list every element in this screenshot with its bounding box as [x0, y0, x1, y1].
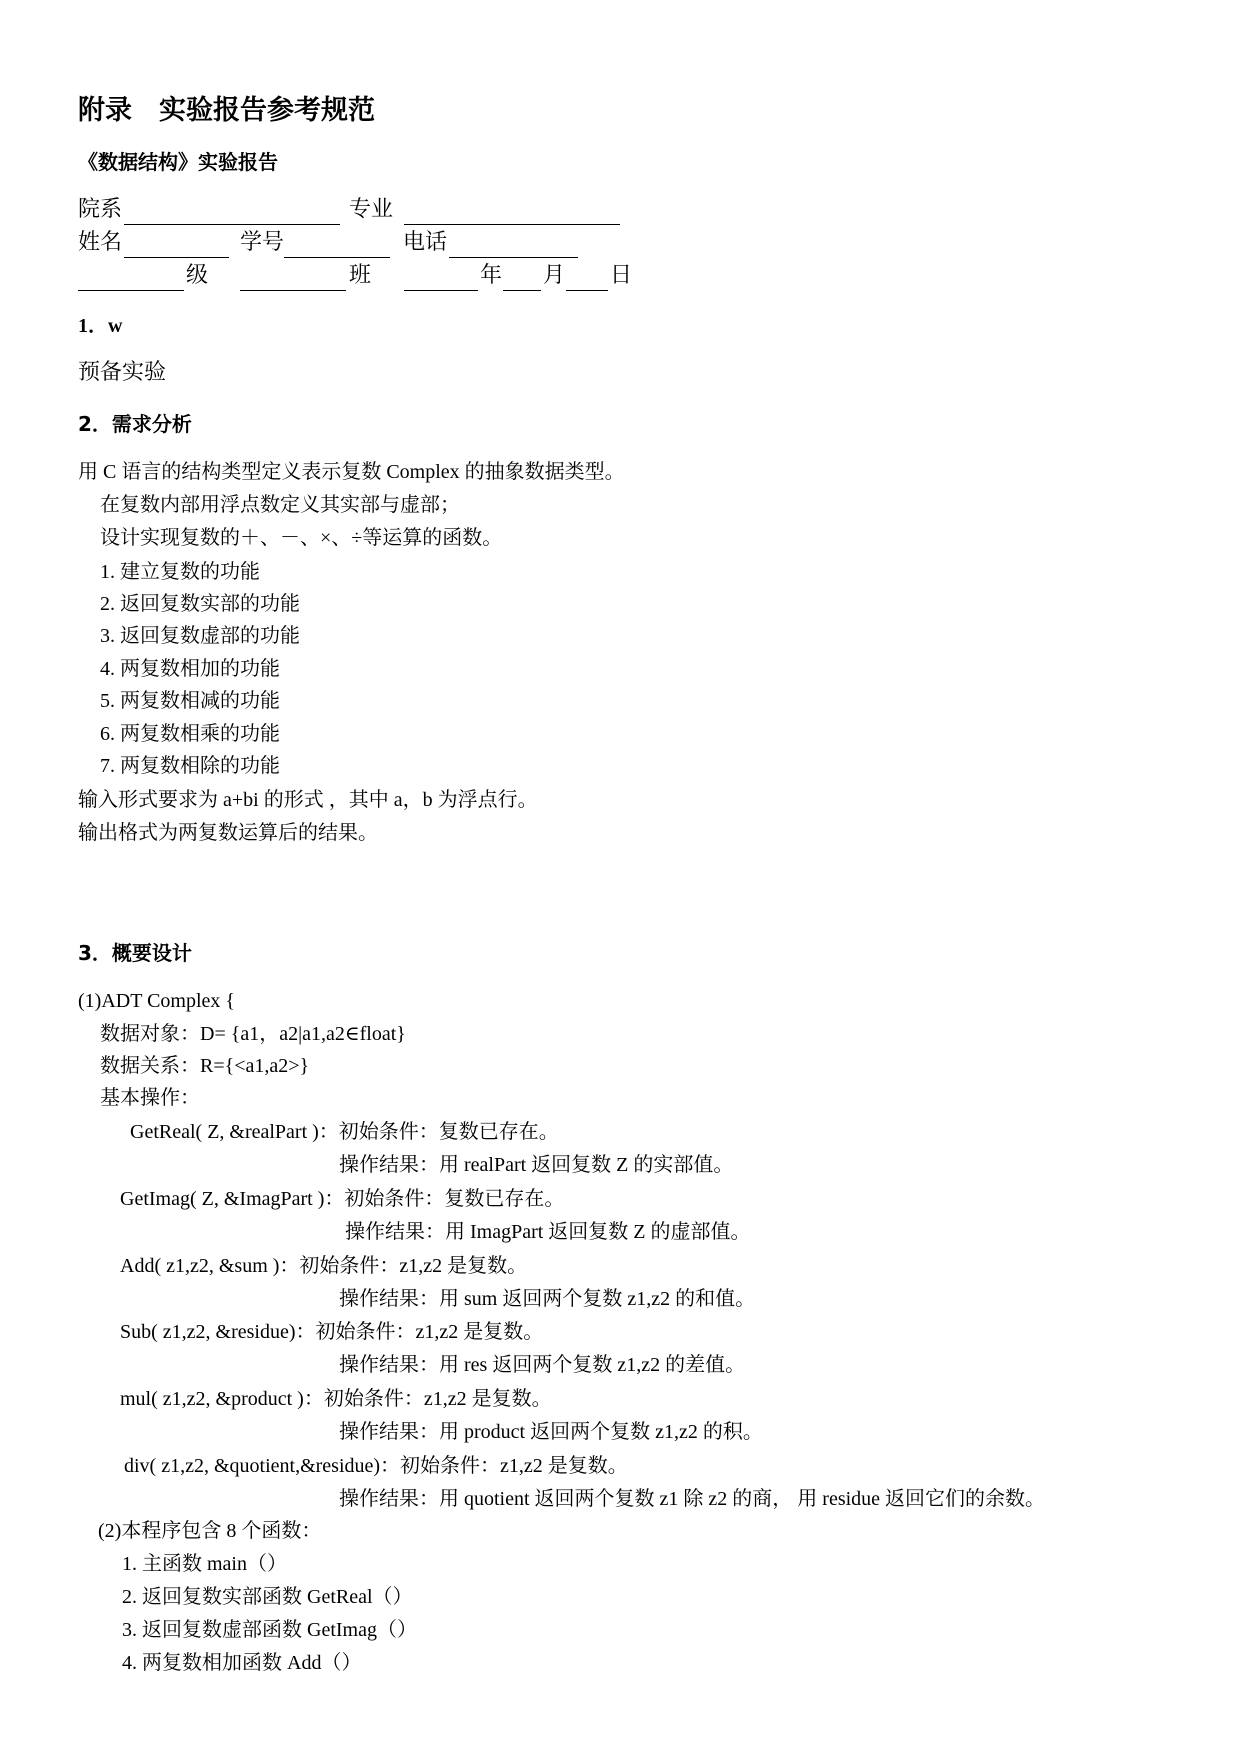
form-blank-major [404, 224, 620, 225]
form-blank-phone [449, 257, 578, 258]
section-2-heading: 2．需求分析 [78, 412, 192, 436]
form-blank-day [566, 290, 608, 291]
form-blank-department [124, 224, 340, 225]
op-result-getreal: 操作结果：用 realPart 返回复数 Z 的实部值。 [339, 1154, 734, 1176]
form-label-department: 院系 [78, 197, 123, 222]
adt-open-line: (1)ADT Complex { [78, 990, 235, 1012]
form-blank-name [124, 257, 229, 258]
function-item: 1. 主函数 main（） [122, 1553, 287, 1575]
op-result-div: 操作结果：用 quotient 返回两个复数 z1 除 z2 的商， 用 residue 返回它们的余数。 [339, 1488, 1046, 1510]
function-item: 4. 两复数相加函数 Add（） [122, 1652, 362, 1674]
requirements-line-3: 设计实现复数的＋、－、×、÷等运算的函数。 [100, 527, 503, 549]
form-label-month: 月 [543, 263, 566, 288]
op-signature-add: Add( z1,z2, &sum )：初始条件：z1,z2 是复数。 [120, 1255, 528, 1277]
functions-intro: (2)本程序包含 8 个函数： [98, 1520, 322, 1542]
requirements-intro: 用 C 语言的结构类型定义表示复数 Complex 的抽象数据类型。 [78, 461, 625, 483]
requirement-item: 7. 两复数相除的功能 [100, 755, 280, 777]
function-item: 3. 返回复数虚部函数 GetImag（） [122, 1619, 417, 1641]
adt-basic-ops-label: 基本操作： [100, 1087, 200, 1109]
form-label-student-id: 学号 [240, 230, 285, 255]
form-label-name: 姓名 [78, 230, 123, 255]
form-label-major: 专业 [349, 197, 394, 222]
op-result-sub: 操作结果：用 res 返回两个复数 z1,z2 的差值。 [339, 1354, 746, 1376]
op-result-mul: 操作结果：用 product 返回两个复数 z1,z2 的积。 [339, 1421, 763, 1443]
section-3-heading: 3．概要设计 [78, 941, 192, 965]
form-label-grade: 级 [186, 263, 209, 288]
requirement-item: 1. 建立复数的功能 [100, 561, 260, 583]
form-blank-year [404, 290, 478, 291]
form-label-year: 年 [480, 263, 503, 288]
report-subtitle: 《数据结构》实验报告 [78, 150, 278, 174]
requirements-line-2: 在复数内部用浮点数定义其实部与虚部； [100, 494, 460, 516]
requirement-item: 4. 两复数相加的功能 [100, 658, 280, 680]
form-blank-grade [78, 290, 184, 291]
output-format-text: 输出格式为两复数运算后的结果。 [78, 822, 378, 844]
section-1-heading: 1．w [78, 315, 123, 337]
form-label-day: 日 [610, 263, 633, 288]
op-result-add: 操作结果：用 sum 返回两个复数 z1,z2 的和值。 [339, 1288, 756, 1310]
function-item: 2. 返回复数实部函数 GetReal（） [122, 1586, 413, 1608]
input-format-text: 输入形式要求为 a+bi 的形式 ，其中 a，b 为浮点行。 [78, 789, 538, 811]
form-label-phone: 电话 [403, 230, 448, 255]
section-1-subheading: 预备实验 [78, 360, 167, 385]
adt-data-object: 数据对象：D= {a1，a2|a1,a2∈float} [100, 1023, 406, 1045]
requirement-item: 5. 两复数相减的功能 [100, 690, 280, 712]
adt-data-relation: 数据关系：R={<a1,a2>} [100, 1055, 310, 1077]
form-blank-student-id [284, 257, 390, 258]
requirement-item: 6. 两复数相乘的功能 [100, 723, 280, 745]
page-title: 附录 实验报告参考规范 [78, 95, 375, 126]
op-signature-div: div( z1,z2, &quotient,&residue)：初始条件：z1,z2 是复数。 [124, 1455, 628, 1477]
op-result-getimag: 操作结果：用 ImagPart 返回复数 Z 的虚部值。 [345, 1221, 751, 1243]
op-signature-getimag: GetImag( Z, &ImagPart )：初始条件：复数已存在。 [120, 1188, 565, 1210]
op-signature-mul: mul( z1,z2, &product )：初始条件：z1,z2 是复数。 [120, 1388, 552, 1410]
form-label-class: 班 [349, 263, 372, 288]
op-signature-getreal: GetReal( Z, &realPart )：初始条件：复数已存在。 [130, 1121, 559, 1143]
form-blank-class [240, 290, 346, 291]
op-signature-sub: Sub( z1,z2, &residue)：初始条件：z1,z2 是复数。 [120, 1321, 544, 1343]
form-blank-month [503, 290, 541, 291]
requirement-item: 2. 返回复数实部的功能 [100, 593, 300, 615]
requirement-item: 3. 返回复数虚部的功能 [100, 625, 300, 647]
